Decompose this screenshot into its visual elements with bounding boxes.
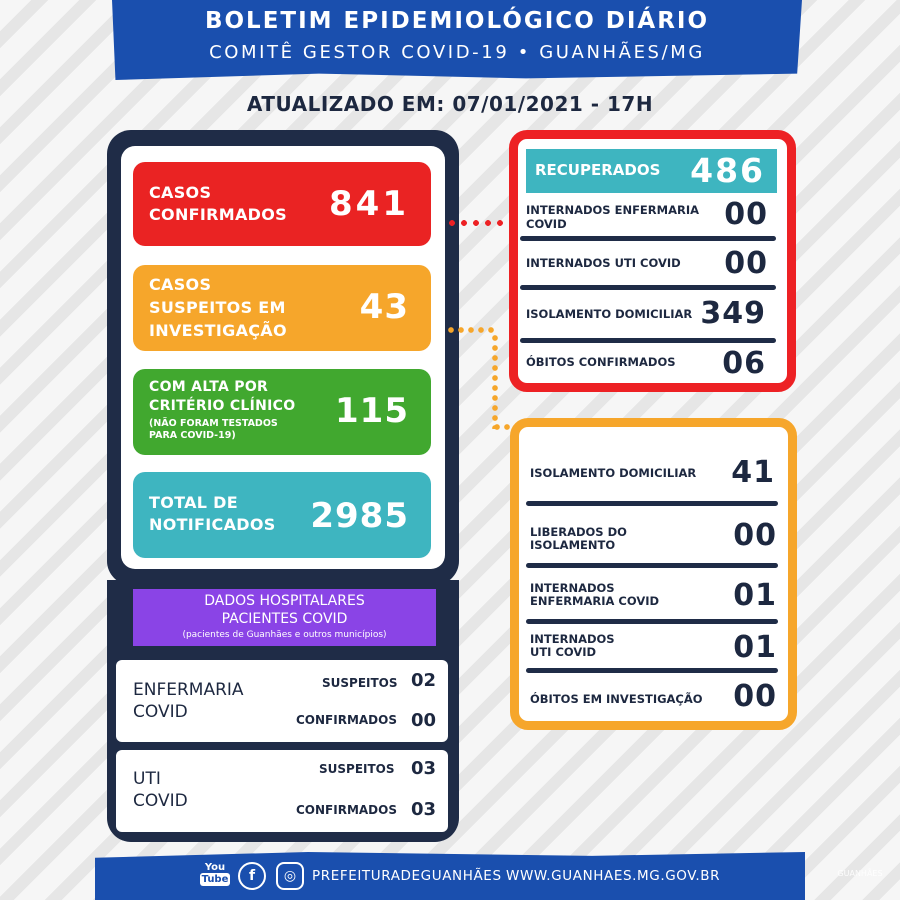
suspected-label-3: INVESTIGAÇÃO xyxy=(149,321,287,340)
detail-row-value: 01 xyxy=(733,578,777,613)
suspected-connector xyxy=(446,327,498,333)
notified-label-1: TOTAL DE xyxy=(149,493,238,512)
notified-label-2: NOTIFICADOS xyxy=(149,515,276,534)
page-title: BOLETIM EPIDEMIOLÓGICO DIÁRIO xyxy=(204,8,710,34)
ward-name-2: COVID xyxy=(133,702,188,722)
discharged-value: 115 xyxy=(335,391,409,431)
detail-row-value: 00 xyxy=(724,246,768,281)
divider xyxy=(526,619,778,624)
instagram-icon[interactable]: ◎ xyxy=(276,862,304,890)
ward-suspected-label: SUSPEITOS xyxy=(322,676,398,690)
ward-suspected-label: SUSPEITOS xyxy=(319,762,395,776)
hospital-title-2: PACIENTES COVID xyxy=(221,611,348,627)
detail-row-label: INTERNADOS UTI COVID xyxy=(526,256,681,270)
youtube-icon[interactable] xyxy=(200,862,230,892)
confirmed-label-2: CONFIRMADOS xyxy=(149,205,287,224)
recovered-bar xyxy=(526,149,777,193)
detail-row-label: ISOLAMENTO DOMICILIAR xyxy=(526,307,693,321)
discharged-note-2: PARA COVID-19) xyxy=(149,430,236,441)
detail-row-label: INTERNADOS ENFERMARIA xyxy=(526,203,700,217)
divider xyxy=(526,501,778,506)
detail-row-label: ISOLAMENTO DOMICILIAR xyxy=(530,466,697,480)
ward-suspected-value: 03 xyxy=(410,758,436,779)
discharged-label-1: COM ALTA POR xyxy=(149,379,269,395)
discharged-label-2: CRITÉRIO CLÍNICO xyxy=(149,398,296,414)
confirmed-cases-card xyxy=(133,162,431,246)
notified-value: 2985 xyxy=(310,496,409,536)
ward-name-1: UTI xyxy=(133,769,161,789)
detail-row-label: COVID xyxy=(526,217,567,231)
city-seal-logo: GUANHÃES xyxy=(837,869,883,878)
ward-confirmed-value: 00 xyxy=(410,710,436,731)
ward-name-2: COVID xyxy=(133,791,188,811)
suspected-label-2: SUSPEITOS EM xyxy=(149,298,286,317)
detail-row-label: ISOLAMENTO xyxy=(530,538,616,552)
social-handle[interactable]: PREFEITURADEGUANHÃES xyxy=(312,868,502,884)
recovered-label: RECUPERADOS xyxy=(535,161,661,179)
detail-row-label: INTERNADOS xyxy=(530,581,615,595)
youtube-text-2: Tube xyxy=(201,874,229,885)
suspected-value: 43 xyxy=(359,287,409,327)
ward-suspected-value: 02 xyxy=(410,670,436,691)
ward-uti xyxy=(116,750,448,832)
detail-row-value: 00 xyxy=(733,518,777,553)
confirmed-connector xyxy=(446,220,506,226)
detail-row-label: ÓBITOS CONFIRMADOS xyxy=(526,355,676,369)
detail-row-value: 01 xyxy=(733,630,777,665)
confirmed-label-1: CASOS xyxy=(149,183,212,202)
discharged-note-1: (NÃO FORAM TESTADOS xyxy=(149,418,278,429)
facebook-icon[interactable]: f xyxy=(238,862,266,890)
recovered-value: 486 xyxy=(690,151,765,190)
detail-row-label: ÓBITOS EM INVESTIGAÇÃO xyxy=(530,692,703,706)
divider xyxy=(526,563,778,568)
website-link[interactable]: WWW.GUANHAES.MG.GOV.BR xyxy=(506,868,721,884)
notified-card xyxy=(133,472,431,558)
divider xyxy=(520,338,776,343)
suspected-connector xyxy=(492,333,498,429)
youtube-text-1: You xyxy=(204,862,226,873)
ward-confirmed-label: CONFIRMADOS xyxy=(296,803,397,817)
ward-confirmed-label: CONFIRMADOS xyxy=(296,713,397,727)
detail-row-label: UTI COVID xyxy=(530,645,597,659)
detail-row-label: INTERNADOS xyxy=(530,632,615,646)
suspected-cases-card xyxy=(133,265,431,351)
divider xyxy=(520,236,776,241)
suspected-label-1: CASOS xyxy=(149,275,212,294)
ward-confirmed-value: 03 xyxy=(410,799,436,820)
updated-timestamp: ATUALIZADO EM: 07/01/2021 - 17H xyxy=(246,92,654,116)
divider xyxy=(526,668,778,673)
detail-row-value: 00 xyxy=(733,679,777,714)
page-subtitle: COMITÊ GESTOR COVID-19 • GUANHÃES/MG xyxy=(209,42,705,63)
detail-row-label: LIBERADOS DO xyxy=(530,525,627,539)
detail-row-value: 00 xyxy=(724,197,768,232)
detail-row-label: ENFERMARIA COVID xyxy=(530,594,660,608)
detail-row-value: 06 xyxy=(722,346,766,381)
divider xyxy=(520,285,776,290)
hospital-header xyxy=(133,589,436,646)
ward-name-1: ENFERMARIA xyxy=(133,680,244,700)
discharged-card xyxy=(133,369,431,455)
detail-row-value: 349 xyxy=(700,296,766,331)
hospital-note: (pacientes de Guanhães e outros municípios) xyxy=(182,630,387,640)
hospital-title-1: DADOS HOSPITALARES xyxy=(204,593,365,609)
detail-row-value: 41 xyxy=(731,455,775,490)
confirmed-value: 841 xyxy=(329,184,409,224)
ward-enfermaria xyxy=(116,660,448,742)
suspected-connector xyxy=(492,424,512,430)
